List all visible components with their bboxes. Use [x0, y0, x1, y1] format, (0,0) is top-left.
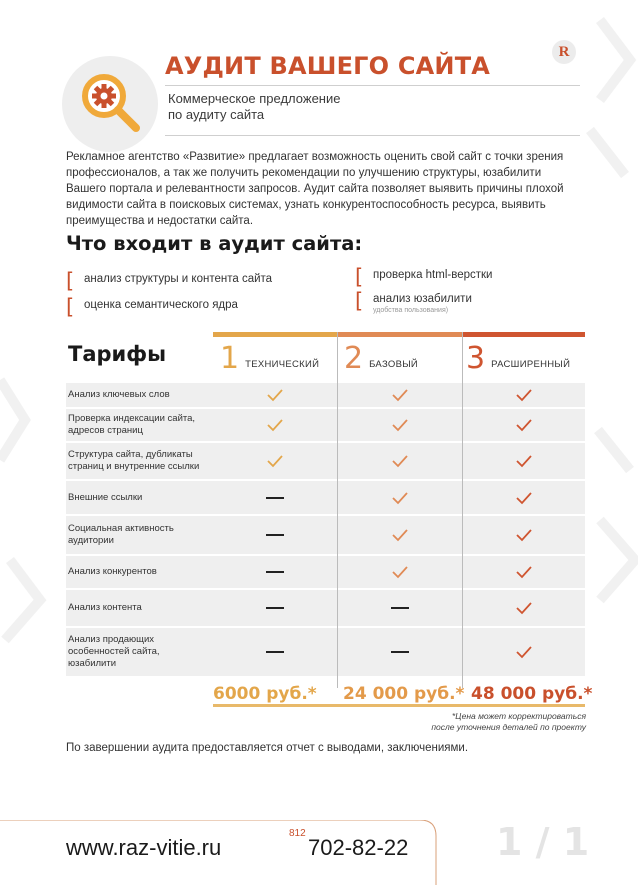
table-cell [213, 443, 337, 479]
table-cell [213, 556, 337, 588]
dash-icon [391, 651, 409, 653]
table-cell [463, 481, 585, 514]
dash-icon [266, 651, 284, 653]
row-label [68, 602, 142, 614]
price-basic: 24 000 руб.* [343, 684, 465, 704]
outro-text: По завершении аудита предоставляется отчет с выводами, заключениями. [66, 742, 469, 754]
brand-logo-badge: R [552, 40, 576, 64]
check-icon [515, 601, 533, 615]
website-link[interactable]: www.raz-vitie.ru [66, 835, 222, 860]
plan-number: 3 [466, 341, 486, 376]
dash-icon [391, 607, 409, 609]
row-label-line: Анализ ключевых слов [68, 389, 170, 400]
phone-area-code: 812 [289, 828, 306, 839]
price-underline [213, 704, 585, 707]
subtitle-line: по аудиту сайта [168, 107, 265, 122]
row-label [68, 492, 142, 504]
tariffs-heading: Тарифы [68, 342, 167, 366]
plan-header-basic [344, 341, 418, 377]
check-icon [391, 565, 409, 579]
check-icon [266, 454, 284, 468]
plan-number: 1 [220, 341, 240, 376]
column-divider [337, 332, 338, 688]
intro-line: Рекламное агентство «Развитие» предлагает возможность оценить свой сайт с точки зрения [66, 151, 564, 163]
row-label-line: особенностей сайта, [68, 646, 160, 657]
plan-header-technical [220, 341, 319, 377]
magnifier-gear-icon [74, 66, 150, 142]
feature-text: проверка html-верстки [373, 269, 493, 281]
plan-number: 2 [344, 341, 364, 376]
row-label [68, 389, 170, 401]
table-row [66, 481, 585, 514]
phone-number[interactable]: 702-82-22 [308, 835, 409, 860]
page-title: АУДИТ ВАШЕГО САЙТА [165, 52, 491, 80]
row-label [68, 413, 195, 437]
feature-subtext: удобства пользования) [373, 307, 449, 314]
bracket-icon: [ [66, 295, 75, 319]
page-subtitle [168, 91, 340, 123]
column-divider [462, 332, 463, 688]
price-technical: 6000 руб.* [213, 684, 317, 704]
row-label-line: Анализ контента [68, 602, 142, 613]
table-row [66, 556, 585, 588]
table-cell [463, 590, 585, 626]
bracket-icon: [ [355, 289, 364, 313]
row-label-line: юзабилити [68, 658, 117, 669]
check-icon [266, 388, 284, 402]
row-label-line: Внешние ссылки [68, 492, 143, 503]
intro-line: Вашего портала и релевантности запросов. Аудит сайта позволяет выявить причины плохой [66, 183, 564, 195]
table-row [66, 590, 585, 626]
intro-paragraph [66, 149, 586, 229]
table-cell [338, 409, 462, 441]
table-cell [338, 443, 462, 479]
price-note [380, 711, 586, 733]
dash-icon [266, 534, 284, 536]
table-cell [338, 628, 462, 676]
table-row [66, 516, 585, 554]
table-cell [213, 481, 337, 514]
table-cell [338, 590, 462, 626]
row-label [68, 449, 199, 473]
logo-circle [62, 56, 158, 152]
dash-icon [266, 497, 284, 499]
subtitle-line: Коммерческое предложение [168, 91, 341, 106]
row-label-line: адресов страниц [68, 425, 143, 436]
note-line: *Цена может корректироваться [451, 711, 586, 721]
table-cell [463, 628, 585, 676]
row-label-line: Анализ конкурентов [68, 566, 157, 577]
check-icon [391, 418, 409, 432]
check-icon [266, 418, 284, 432]
table-cell [213, 590, 337, 626]
check-icon [391, 528, 409, 542]
table-cell [213, 409, 337, 441]
table-row [66, 383, 585, 407]
dash-icon [266, 571, 284, 573]
row-label-line: аудитории [68, 535, 114, 546]
check-icon [391, 454, 409, 468]
row-label-line: Анализ продающих [68, 634, 155, 645]
check-icon [515, 491, 533, 505]
intro-line: преимущества и недостатки сайта. [66, 215, 254, 227]
subtitle-divider [165, 135, 580, 136]
table-cell [463, 556, 585, 588]
table-row [66, 443, 585, 479]
row-label-line: Проверка индексации сайта, [68, 413, 196, 424]
table-cell [338, 481, 462, 514]
row-label-line: Структура сайта, дубликаты [68, 449, 193, 460]
includes-heading: Что входит в аудит сайта: [66, 232, 363, 255]
table-cell [213, 628, 337, 676]
check-icon [515, 645, 533, 659]
page-counter: 1 / 1 [496, 820, 590, 864]
plan-color-bar [463, 332, 585, 337]
table-row [66, 628, 585, 676]
table-cell [338, 383, 462, 407]
row-label [68, 523, 174, 547]
table-cell [463, 383, 585, 407]
check-icon [391, 388, 409, 402]
check-icon [515, 454, 533, 468]
check-icon [515, 528, 533, 542]
row-label-line: страниц и внутренние ссылки [68, 461, 200, 472]
title-divider [165, 85, 580, 86]
plan-label: ТЕХНИЧЕСКИЙ [245, 358, 320, 370]
table-cell [213, 383, 337, 407]
plan-label: РАСШИРЕННЫЙ [491, 358, 571, 370]
table-row [66, 409, 585, 441]
table-cell [463, 409, 585, 441]
table-cell [463, 516, 585, 554]
row-label [68, 634, 160, 670]
table-cell [338, 556, 462, 588]
table-cell [338, 516, 462, 554]
check-icon [515, 418, 533, 432]
dash-icon [266, 607, 284, 609]
bracket-icon: [ [66, 269, 75, 293]
plan-color-bar [213, 332, 337, 337]
feature-text: оценка семантического ядра [84, 299, 238, 311]
price-extended: 48 000 руб.* [471, 684, 593, 704]
check-icon [391, 491, 409, 505]
note-line: после уточнения деталей по проекту [431, 722, 586, 732]
table-cell [213, 516, 337, 554]
check-icon [515, 565, 533, 579]
check-icon [515, 388, 533, 402]
plan-color-bar [338, 332, 462, 337]
plan-header-extended [466, 341, 570, 377]
intro-line: профессионалов, а так же получить рекомендации по улучшению структуры, юзабилити [66, 167, 542, 179]
plan-label: БАЗОВЫЙ [369, 358, 419, 370]
feature-text: анализ структуры и контента сайта [84, 273, 273, 285]
row-label-line: Социальная активность [68, 523, 174, 534]
intro-line: видимости сайта в поисковых системах, узнать конкурентоспособность ресурса, выявить [66, 199, 546, 211]
table-cell [463, 443, 585, 479]
feature-text: анализ юзабилити [373, 293, 472, 305]
bracket-icon: [ [355, 265, 364, 289]
row-label [68, 566, 157, 578]
